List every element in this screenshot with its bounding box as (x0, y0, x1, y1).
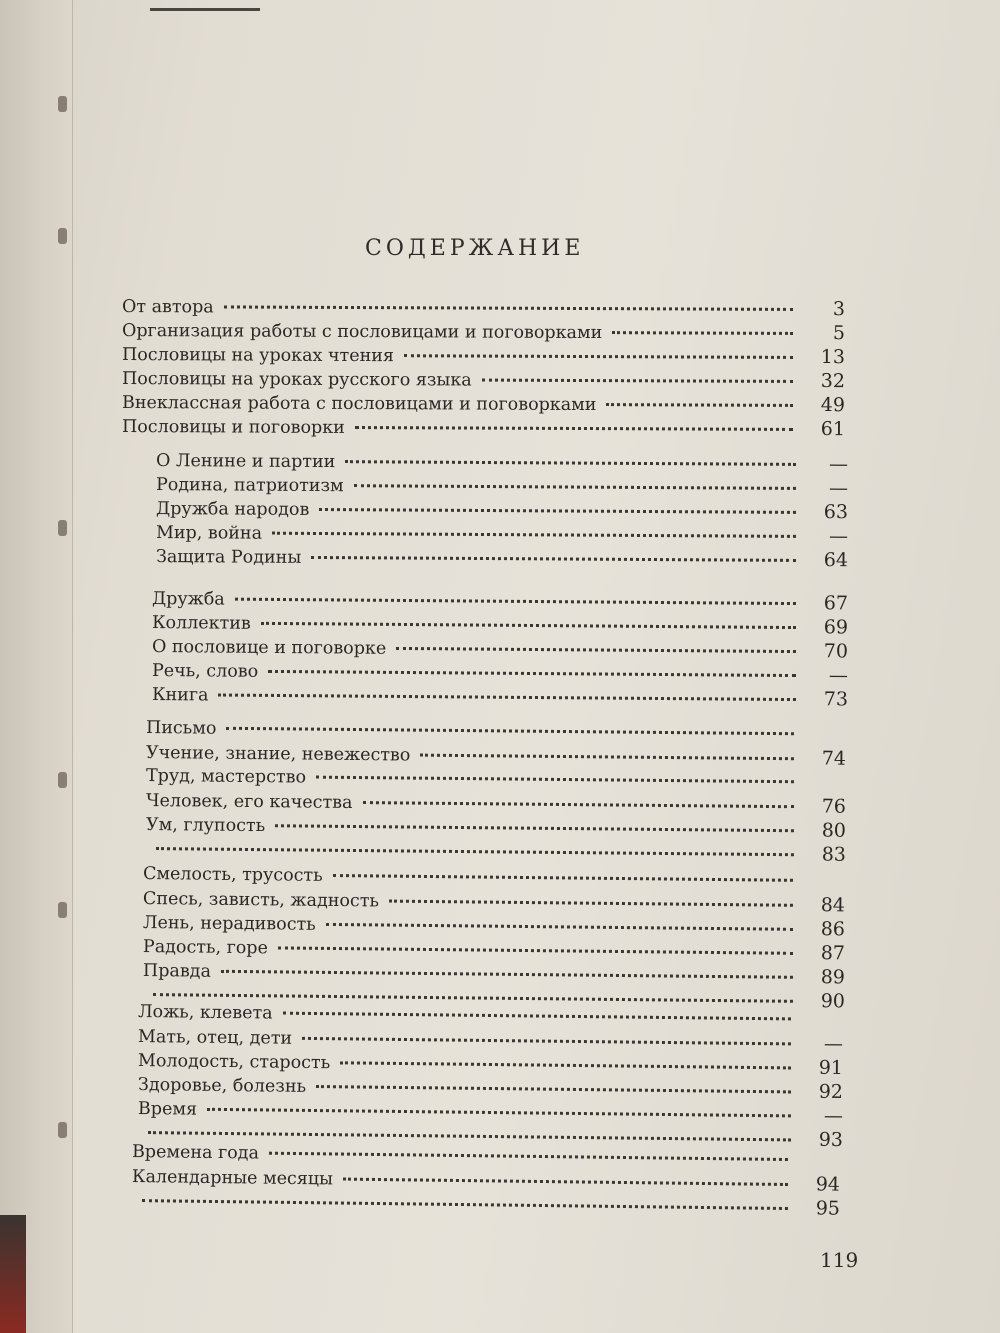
dot-leader (268, 670, 796, 677)
dot-leader (302, 1037, 791, 1046)
toc-entry-label: Лень, нерадивость (142, 913, 316, 935)
toc-entry-page: 76 (821, 795, 847, 818)
dot-leader (345, 460, 796, 466)
toc-entry-page: 61 (820, 418, 846, 441)
dot-leader (218, 694, 796, 702)
dot-leader (354, 484, 796, 490)
toc-entry-label: Пословицы на уроках русского языка (121, 369, 472, 391)
toc-entry-page: 95 (815, 1197, 841, 1220)
toc-entry-page: 13 (820, 346, 846, 369)
toc-entry-label: Молодость, старость (137, 1051, 331, 1074)
toc-entry-page: 83 (821, 843, 847, 866)
toc-entry-page: — (823, 1104, 844, 1127)
toc-entry-label: Календарные месяцы (131, 1167, 334, 1190)
dot-leader (142, 1199, 788, 1210)
toc-entry-label: Мать, отец, дети (137, 1027, 293, 1049)
toc-entry-label: От автора (121, 297, 214, 318)
dot-leader (221, 970, 793, 979)
toc-entry-label: Правда (142, 961, 212, 982)
toc-entry-label: Времена года (131, 1142, 260, 1164)
toc-entry-label: Дружба (151, 589, 225, 610)
toc-entry-label: Труд, мастерство (145, 766, 307, 788)
toc-entry-label: Учение, знание, невежество (145, 743, 411, 766)
toc-entry-page: — (828, 453, 849, 476)
dot-leader (316, 1085, 791, 1093)
toc-entry-label: Родина, патриотизм (155, 475, 344, 497)
toc-entry-label: Коллектив (151, 613, 251, 634)
dot-leader (396, 647, 796, 653)
toc-entry-label: О пословице и поговорке (151, 637, 387, 659)
toc-entry-label: Книга (151, 685, 209, 706)
toc-entry-page: 5 (832, 322, 846, 345)
toc-entry (152, 682, 848, 711)
toc-entry (156, 544, 848, 572)
toc-entry-label: Человек, его качества (145, 791, 353, 813)
dot-leader (156, 847, 794, 856)
toc-entry-page: 69 (823, 616, 849, 639)
dot-leader (207, 1108, 791, 1118)
toc-entry (122, 318, 845, 345)
dot-leader (404, 354, 793, 359)
dot-leader (148, 1131, 791, 1141)
toc-entry-label: О Ленине и партии (155, 451, 336, 473)
dot-leader (355, 426, 793, 431)
dot-leader (362, 801, 794, 808)
toc-entry-page: 84 (820, 894, 846, 917)
toc-entry-label: Ложь, клевета (137, 1002, 273, 1024)
toc-entry-page: 67 (823, 592, 849, 615)
dot-leader (389, 900, 793, 907)
dot-leader (283, 1012, 791, 1021)
toc-entry-page: 93 (818, 1128, 844, 1151)
toc-entry-label: Дружба народов (155, 499, 310, 520)
toc-entry-page: 89 (820, 966, 846, 989)
toc-entry-page: 70 (823, 640, 849, 663)
toc-entry-page: 74 (821, 747, 847, 770)
toc-entry-label: Мир, война (155, 523, 263, 544)
dot-leader (343, 1178, 788, 1186)
toc-entry-page: — (828, 525, 849, 548)
toc-entry-label: Пословицы на уроках чтения (121, 345, 395, 367)
dot-leader (224, 305, 793, 310)
toc-entry-page: 63 (823, 501, 849, 524)
toc-entry-page: 86 (820, 918, 846, 941)
toc-entry-page: — (828, 477, 849, 500)
dot-leader (606, 403, 793, 407)
toc-entry-label: Речь, слово (151, 661, 259, 682)
toc-entry-page: 80 (821, 819, 847, 842)
toc-entry-page: 90 (820, 990, 846, 1013)
toc-entry-page: 73 (823, 688, 849, 711)
dot-leader (272, 532, 796, 538)
toc-entry-label: Пословицы и поговорки (121, 417, 345, 438)
page-number: 119 (820, 1248, 859, 1272)
toc-entry-label: Время (137, 1099, 198, 1120)
toc-entry-label: Защита Родины (155, 547, 302, 568)
toc-entry-page: 64 (823, 549, 849, 572)
dot-leader (340, 1061, 791, 1069)
toc-entry (122, 366, 845, 393)
dot-leader (316, 776, 794, 784)
dot-leader (326, 923, 793, 931)
toc-entry-page: 91 (818, 1056, 844, 1079)
toc-entry-page: 87 (820, 942, 846, 965)
dot-leader (482, 379, 793, 383)
toc-entry-page: 32 (820, 370, 846, 393)
dot-leader (269, 1152, 788, 1161)
toc-entry (122, 342, 845, 369)
dot-leader (319, 508, 796, 514)
toc-entry (122, 414, 845, 441)
toc-entry-label: Организация работы с пословицами и поговорками (121, 321, 603, 344)
toc-entry-label: Радость, горе (142, 937, 269, 959)
dot-leader (235, 598, 796, 605)
toc-entry-page: 94 (815, 1173, 841, 1196)
toc-entry-page: 49 (820, 394, 846, 417)
toc-entry (122, 294, 845, 321)
dot-leader (420, 754, 794, 761)
dot-leader (311, 556, 796, 562)
toc-entry-label: Здоровье, болезнь (137, 1075, 307, 1097)
toc-entry-page: 3 (832, 298, 846, 321)
toc-entry-label: Письмо (145, 718, 217, 739)
page-title: СОДЕРЖАНИЕ (365, 236, 585, 261)
dot-leader (275, 824, 794, 832)
dot-leader (278, 946, 793, 954)
toc-entry-page: — (828, 664, 849, 687)
toc-entry-page: 92 (818, 1080, 844, 1103)
toc-entry-page: — (823, 1032, 844, 1055)
toc-entry-label: Смелость, трусость (142, 864, 323, 886)
toc-entry-label: Внеклассная работа с пословицами и поговорками (121, 393, 597, 416)
dot-leader (226, 727, 794, 735)
toc-entry-label: Ум, глупость (145, 815, 266, 837)
toc-entry (122, 390, 845, 417)
dot-leader (612, 331, 793, 335)
toc-entry-label: Спесь, зависть, жадность (142, 889, 380, 912)
dot-leader (333, 874, 793, 882)
dot-leader (261, 622, 796, 629)
